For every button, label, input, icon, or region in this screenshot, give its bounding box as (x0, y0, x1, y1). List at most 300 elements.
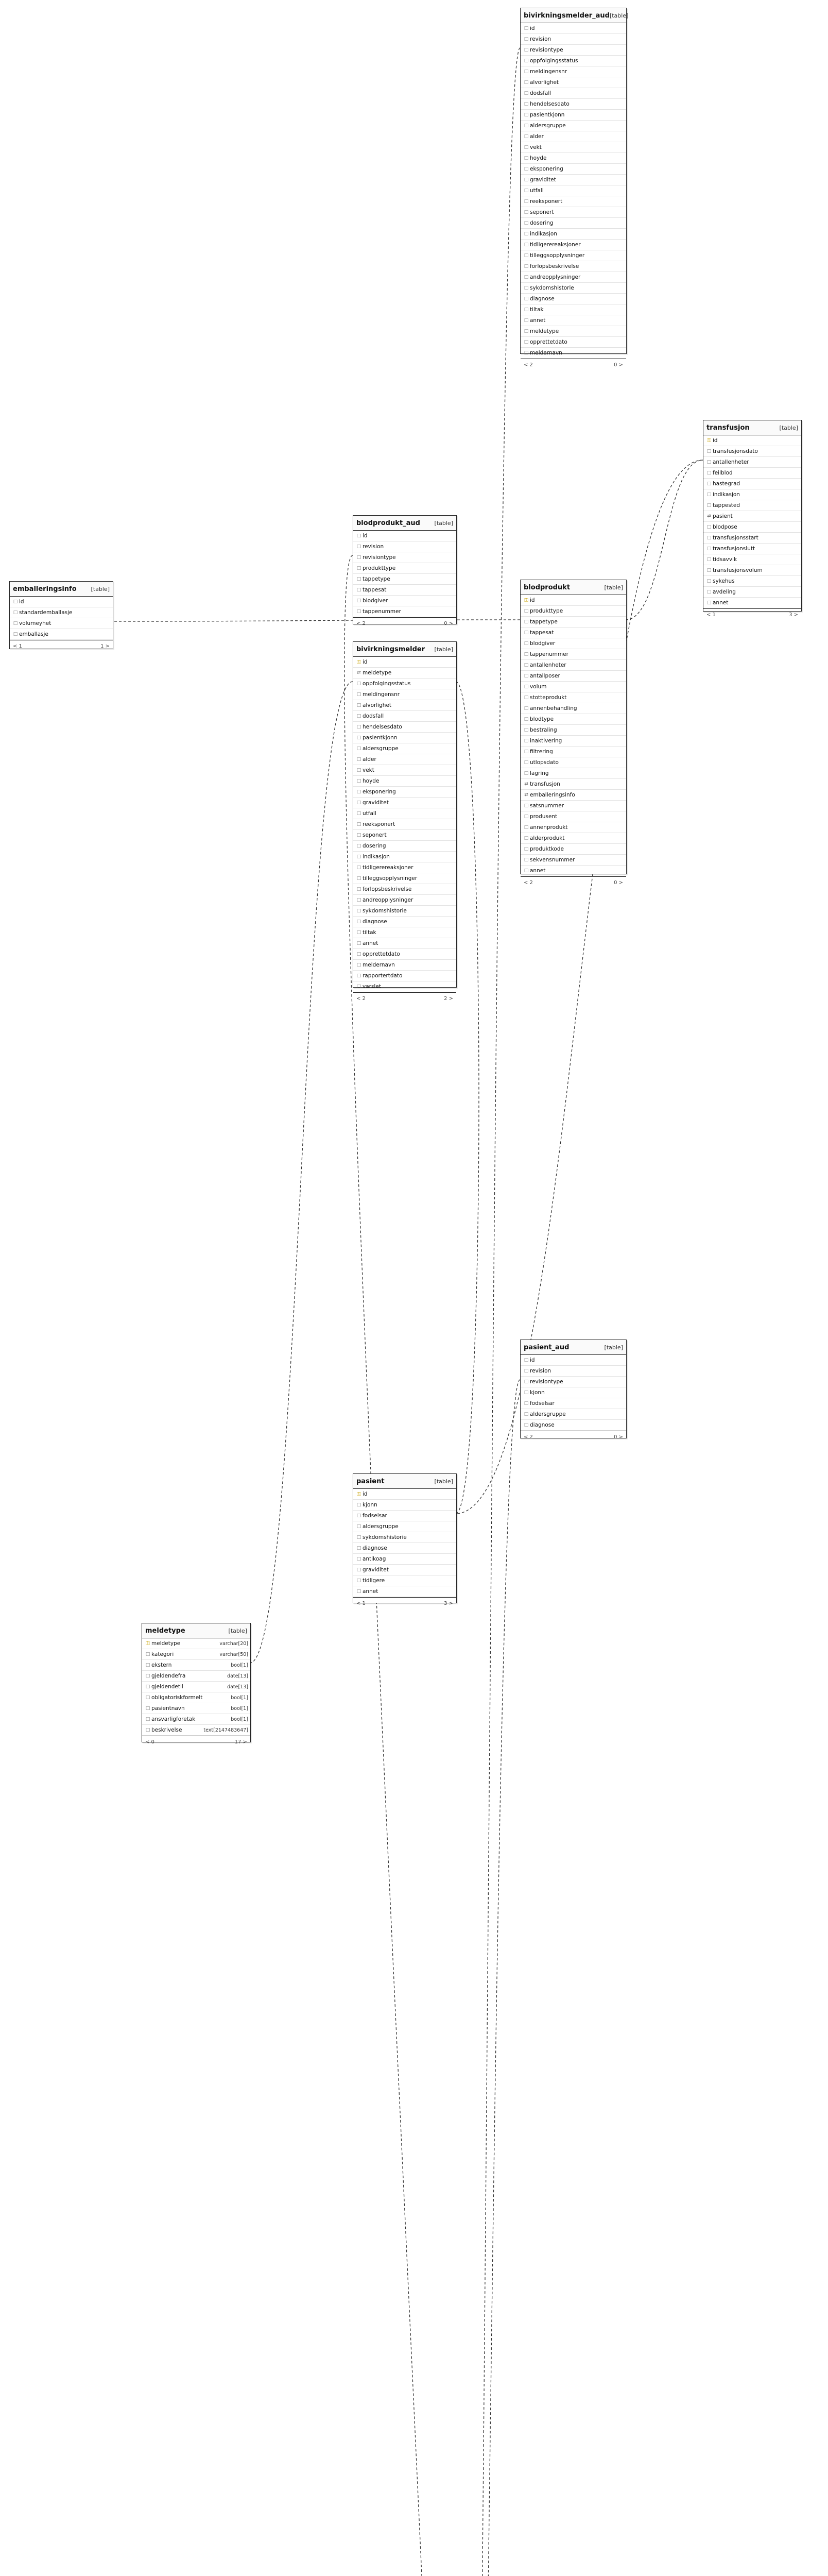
child-count: 3 > (789, 612, 798, 618)
column-name: indikasjon (713, 492, 740, 498)
column-row[interactable] (521, 660, 626, 671)
column-row[interactable] (521, 801, 626, 811)
column-row[interactable] (521, 240, 626, 250)
column-name: transfusjonsdato (713, 448, 758, 454)
table-footer (10, 640, 113, 652)
column-row[interactable] (521, 649, 626, 660)
column-name: sykdomshistorie (530, 285, 574, 291)
column-name: annet (713, 600, 729, 606)
column-row[interactable] (521, 703, 626, 714)
table-name[interactable]: meldetype (145, 1626, 185, 1635)
column-row[interactable] (521, 736, 626, 747)
table-kind: [table] (434, 519, 453, 527)
column-row[interactable] (353, 754, 456, 765)
table-header[interactable] (353, 516, 456, 531)
column-name: id (363, 1491, 368, 1497)
column-icon: □ (524, 814, 529, 819)
column-row[interactable] (353, 541, 456, 552)
column-icon: □ (524, 608, 529, 614)
column-row[interactable] (521, 110, 626, 121)
column-row[interactable] (521, 99, 626, 110)
column-row[interactable] (703, 500, 801, 511)
column-row[interactable] (521, 768, 626, 779)
column-icon: □ (524, 1412, 529, 1417)
column-name: meldernavn (530, 350, 562, 356)
column-row[interactable] (353, 884, 456, 895)
column-name: tidligere (363, 1578, 385, 1584)
column-icon: □ (524, 706, 529, 711)
table-header[interactable] (353, 642, 456, 657)
column-name: graviditet (530, 177, 556, 183)
column-row[interactable] (521, 294, 626, 304)
column-row[interactable] (703, 533, 801, 544)
column-icon: □ (524, 619, 529, 624)
column-row[interactable] (703, 598, 801, 608)
column-row[interactable] (521, 790, 626, 801)
foreign-key-icon: ⇄ (524, 792, 528, 798)
column-name: inaktivering (530, 738, 562, 744)
column-row[interactable] (353, 830, 456, 841)
column-name: graviditet (363, 800, 389, 806)
column-name: annenbehandling (530, 705, 577, 711)
column-name: transfusjonslutt (713, 546, 755, 552)
table-name[interactable]: blodprodukt_aud (356, 519, 420, 527)
column-icon: □ (524, 91, 529, 96)
column-row[interactable] (521, 757, 626, 768)
column-row[interactable] (353, 743, 456, 754)
column-name: lagring (530, 770, 549, 776)
column-icon: □ (706, 546, 712, 551)
foreign-key-icon: ⇄ (707, 514, 711, 519)
column-icon: □ (356, 735, 361, 740)
column-icon: □ (524, 26, 529, 31)
column-icon: □ (524, 738, 529, 743)
column-icon: □ (524, 846, 529, 852)
table-header[interactable] (521, 1340, 626, 1355)
column-icon: □ (524, 350, 529, 355)
column-row[interactable] (521, 142, 626, 153)
column-icon: □ (524, 652, 529, 657)
column-row[interactable] (353, 765, 456, 776)
column-row[interactable] (10, 607, 113, 618)
column-row[interactable] (521, 207, 626, 218)
column-name: gjeldendetil (151, 1684, 183, 1690)
column-row[interactable] (353, 1554, 456, 1565)
column-icon: □ (524, 264, 529, 269)
column-row[interactable] (353, 960, 456, 971)
column-name: blodgiver (530, 640, 556, 647)
table-header[interactable] (142, 1623, 250, 1638)
column-icon: □ (356, 822, 361, 827)
column-row[interactable] (521, 153, 626, 164)
column-name: annet (530, 317, 546, 324)
column-row[interactable] (521, 185, 626, 196)
column-icon: □ (356, 1546, 361, 1551)
relationship-edge (456, 48, 520, 2576)
table-name[interactable]: emballeringsinfo (13, 585, 77, 593)
column-name: annet (363, 1588, 378, 1595)
column-icon: □ (356, 908, 361, 913)
column-row[interactable] (353, 1532, 456, 1543)
column-row[interactable] (521, 175, 626, 185)
column-icon: □ (524, 101, 529, 107)
column-row[interactable] (353, 722, 456, 733)
column-icon: □ (356, 952, 361, 957)
column-row[interactable] (521, 595, 626, 606)
column-row[interactable] (353, 689, 456, 700)
column-icon: □ (356, 887, 361, 892)
column-row[interactable] (353, 949, 456, 960)
column-icon: □ (706, 460, 712, 465)
column-icon: □ (356, 724, 361, 730)
column-row[interactable] (353, 917, 456, 927)
column-name: meldetype (363, 670, 392, 676)
column-icon: □ (356, 555, 361, 560)
column-name: diagnose (530, 1422, 555, 1428)
column-row[interactable] (353, 1543, 456, 1554)
column-row[interactable] (521, 261, 626, 272)
column-row[interactable] (703, 565, 801, 576)
column-row[interactable] (703, 435, 801, 446)
column-row[interactable] (521, 250, 626, 261)
column-row[interactable] (142, 1725, 250, 1736)
column-row[interactable] (521, 315, 626, 326)
column-row[interactable] (521, 628, 626, 638)
table-name[interactable]: pasient_aud (524, 1343, 570, 1351)
table-bivirkningsmelder_aud[interactable] (520, 8, 629, 368)
parent-count: < 2 (356, 620, 366, 626)
column-name: blodtype (530, 716, 554, 722)
column-icon: □ (524, 673, 529, 679)
table-kind: [table] (779, 424, 798, 431)
column-row[interactable] (353, 938, 456, 949)
column-row[interactable] (521, 304, 626, 315)
column-row[interactable] (521, 725, 626, 736)
column-row[interactable] (521, 833, 626, 844)
column-row[interactable] (353, 787, 456, 798)
table-name[interactable]: blodprodukt (524, 583, 571, 591)
column-row[interactable] (353, 700, 456, 711)
column-row[interactable] (521, 66, 626, 77)
column-name: pasientkjonn (363, 735, 398, 741)
column-row[interactable] (353, 657, 456, 668)
column-row[interactable] (353, 585, 456, 596)
column-name: pasient (713, 513, 733, 519)
column-icon: □ (524, 340, 529, 345)
column-row[interactable] (521, 1387, 626, 1398)
column-row[interactable] (353, 606, 456, 617)
column-row[interactable] (521, 77, 626, 88)
table-header[interactable] (521, 8, 629, 23)
column-row[interactable] (521, 811, 626, 822)
column-row[interactable] (521, 229, 626, 240)
table-footer (142, 1736, 250, 1748)
column-name: meldetype (530, 328, 559, 334)
column-row[interactable] (353, 1565, 456, 1575)
column-row[interactable] (521, 218, 626, 229)
column-row[interactable] (521, 638, 626, 649)
column-row[interactable] (521, 34, 626, 45)
column-icon: □ (356, 973, 361, 978)
column-name: tidligerereaksjoner (530, 242, 581, 248)
column-row[interactable] (521, 747, 626, 757)
column-row[interactable] (10, 597, 113, 607)
column-name: aldersgruppe (363, 745, 399, 752)
column-row[interactable] (353, 531, 456, 541)
column-name: kategori (151, 1651, 174, 1657)
column-row[interactable] (521, 714, 626, 725)
column-icon: □ (356, 1589, 361, 1594)
column-row[interactable] (353, 733, 456, 743)
column-row[interactable] (703, 544, 801, 554)
column-row[interactable] (703, 511, 801, 522)
column-row[interactable] (521, 1409, 626, 1420)
table-footer (703, 608, 801, 620)
column-row[interactable] (353, 1489, 456, 1500)
column-icon: □ (356, 768, 361, 773)
column-icon: □ (524, 242, 529, 247)
table-header[interactable] (10, 582, 113, 597)
column-row[interactable] (521, 1377, 626, 1387)
column-row[interactable] (142, 1714, 250, 1725)
column-row[interactable] (703, 576, 801, 587)
column-row[interactable] (521, 121, 626, 131)
column-row[interactable] (521, 196, 626, 207)
column-icon: □ (356, 897, 361, 903)
primary-key-icon: ⚿ (146, 1640, 150, 1647)
column-name: dosering (530, 220, 554, 226)
column-row[interactable] (703, 446, 801, 457)
column-row[interactable] (353, 1521, 456, 1532)
column-row[interactable] (10, 629, 113, 640)
column-name: id (530, 597, 535, 603)
column-icon: □ (356, 1556, 361, 1562)
column-row[interactable] (353, 852, 456, 862)
column-name: filtrering (530, 749, 553, 755)
column-row[interactable] (353, 927, 456, 938)
column-name: blodpose (713, 524, 737, 530)
column-name: tappetype (363, 576, 390, 582)
column-icon: □ (356, 1513, 361, 1518)
table-bivirkningsmelder[interactable] (353, 641, 457, 1002)
column-name: fodselsar (530, 1400, 555, 1406)
column-icon: □ (356, 609, 361, 614)
column-row[interactable] (353, 971, 456, 981)
column-icon: □ (356, 843, 361, 849)
column-name: id (713, 437, 718, 444)
column-type: varchar[20] (219, 1640, 248, 1647)
column-icon: □ (524, 825, 529, 830)
table-name[interactable]: pasient (356, 1477, 385, 1485)
column-icon: □ (356, 833, 361, 838)
column-name: volum (530, 684, 547, 690)
table-blodprodukt[interactable] (520, 580, 627, 886)
table-transfusjon[interactable] (703, 420, 802, 618)
column-row[interactable] (521, 1420, 626, 1431)
column-name: oppfolgingsstatus (363, 681, 411, 687)
column-name: tilleggsopplysninger (363, 875, 418, 882)
column-name: bestraling (530, 727, 557, 733)
column-row[interactable] (353, 1500, 456, 1511)
column-name: oppfolgingsstatus (530, 58, 578, 64)
column-row[interactable] (703, 522, 801, 533)
column-row[interactable] (703, 489, 801, 500)
parent-count: < 2 (356, 995, 366, 1002)
parent-count: < 2 (524, 1434, 533, 1440)
column-row[interactable] (353, 862, 456, 873)
column-row[interactable] (142, 1638, 250, 1649)
column-row[interactable] (353, 1575, 456, 1586)
table-meldetype[interactable] (142, 1623, 251, 1745)
column-name: emballeringsinfo (530, 792, 575, 798)
column-row[interactable] (142, 1703, 250, 1714)
column-row[interactable] (521, 326, 626, 337)
column-row[interactable] (703, 554, 801, 565)
column-name: id (530, 25, 535, 31)
column-name: gjeldendefra (151, 1673, 186, 1679)
column-row[interactable] (353, 895, 456, 906)
column-row[interactable] (521, 844, 626, 855)
child-count: 1 > (100, 643, 110, 649)
column-row[interactable] (353, 668, 456, 679)
column-name: id (530, 1357, 535, 1363)
column-row[interactable] (353, 596, 456, 606)
column-row[interactable] (521, 23, 626, 34)
column-type: bool[1] (231, 1716, 248, 1722)
column-name: transfusjon (530, 781, 560, 787)
column-row[interactable] (353, 679, 456, 689)
column-icon: □ (524, 857, 529, 862)
column-row[interactable] (353, 819, 456, 830)
table-header[interactable] (353, 1474, 456, 1489)
column-name: forlopsbeskrivelse (363, 886, 412, 892)
column-name: aldersgruppe (530, 123, 566, 129)
column-name: varslet (363, 984, 381, 990)
column-row[interactable] (703, 457, 801, 468)
column-row[interactable] (353, 906, 456, 917)
table-emballeringsinfo[interactable] (9, 581, 113, 649)
column-name: hoyde (530, 155, 547, 161)
primary-key-icon: ⚿ (357, 659, 361, 665)
table-header[interactable] (521, 580, 626, 595)
table-blodprodukt_aud[interactable] (353, 515, 457, 624)
column-row[interactable] (703, 587, 801, 598)
column-row[interactable] (521, 822, 626, 833)
column-row[interactable] (521, 88, 626, 99)
column-row[interactable] (703, 468, 801, 479)
column-row[interactable] (142, 1682, 250, 1692)
column-row[interactable] (521, 1366, 626, 1377)
table-pasient[interactable] (353, 1473, 457, 1606)
column-row[interactable] (353, 873, 456, 884)
column-icon: □ (356, 789, 361, 794)
column-row[interactable] (10, 618, 113, 629)
column-name: hoyde (363, 778, 380, 784)
table-name[interactable]: transfusjon (706, 423, 750, 432)
column-row[interactable] (521, 692, 626, 703)
column-row[interactable] (353, 552, 456, 563)
column-icon: □ (706, 524, 712, 530)
table-pasient_aud[interactable] (520, 1340, 627, 1438)
column-row[interactable] (521, 283, 626, 294)
column-name: obligatoriskformelt (151, 1694, 203, 1701)
column-row[interactable] (142, 1649, 250, 1660)
column-row[interactable] (521, 606, 626, 617)
column-row[interactable] (521, 866, 626, 876)
column-row[interactable] (353, 981, 456, 992)
column-row[interactable] (521, 56, 626, 66)
table-header[interactable] (703, 420, 801, 435)
column-name: hendelsesdato (530, 101, 570, 107)
column-row[interactable] (521, 779, 626, 790)
column-row[interactable] (353, 776, 456, 787)
column-row[interactable] (353, 1586, 456, 1597)
column-row[interactable] (353, 563, 456, 574)
column-icon: □ (356, 533, 361, 538)
column-icon: □ (706, 492, 712, 497)
column-row[interactable] (703, 479, 801, 489)
column-icon: □ (145, 1695, 150, 1700)
column-row[interactable] (353, 1511, 456, 1521)
column-icon: □ (356, 577, 361, 582)
column-row[interactable] (142, 1692, 250, 1703)
table-kind: [table] (434, 646, 453, 653)
parent-count: < 2 (524, 879, 533, 886)
table-kind: [table] (609, 12, 629, 19)
table-name[interactable]: bivirkningsmelder_aud (524, 11, 610, 20)
column-row[interactable] (521, 617, 626, 628)
column-name: alder (530, 133, 544, 140)
column-row[interactable] (142, 1660, 250, 1671)
table-name[interactable]: bivirkningsmelder (356, 645, 425, 653)
column-row[interactable] (521, 45, 626, 56)
column-row[interactable] (353, 808, 456, 819)
column-name: volumeyhet (19, 620, 51, 626)
column-icon: □ (356, 681, 361, 686)
column-row[interactable] (521, 337, 626, 348)
column-row[interactable] (353, 574, 456, 585)
column-row[interactable] (521, 164, 626, 175)
column-name: eksponering (363, 789, 396, 795)
column-row[interactable] (353, 711, 456, 722)
column-icon: □ (356, 746, 361, 751)
column-row[interactable] (521, 1398, 626, 1409)
column-name: sykdomshistorie (363, 908, 407, 914)
foreign-key-icon: ⇄ (357, 670, 361, 675)
column-row[interactable] (521, 348, 626, 359)
table-footer (353, 992, 456, 1004)
column-row[interactable] (353, 841, 456, 852)
column-row[interactable] (521, 855, 626, 866)
column-row[interactable] (521, 1355, 626, 1366)
column-name: produkttype (530, 608, 563, 614)
column-row[interactable] (521, 131, 626, 142)
column-name: tiltak (530, 307, 544, 313)
column-name: tappenummer (530, 651, 568, 657)
column-icon: □ (356, 854, 361, 859)
column-icon: □ (356, 692, 361, 697)
column-icon: □ (356, 919, 361, 924)
column-row[interactable] (521, 671, 626, 682)
column-icon: □ (356, 930, 361, 935)
column-row[interactable] (353, 798, 456, 808)
column-row[interactable] (521, 682, 626, 692)
column-name: annet (530, 868, 546, 874)
column-type: date[13] (227, 1673, 248, 1679)
column-row[interactable] (521, 272, 626, 283)
column-row[interactable] (142, 1671, 250, 1682)
column-name: fodselsar (363, 1513, 387, 1519)
